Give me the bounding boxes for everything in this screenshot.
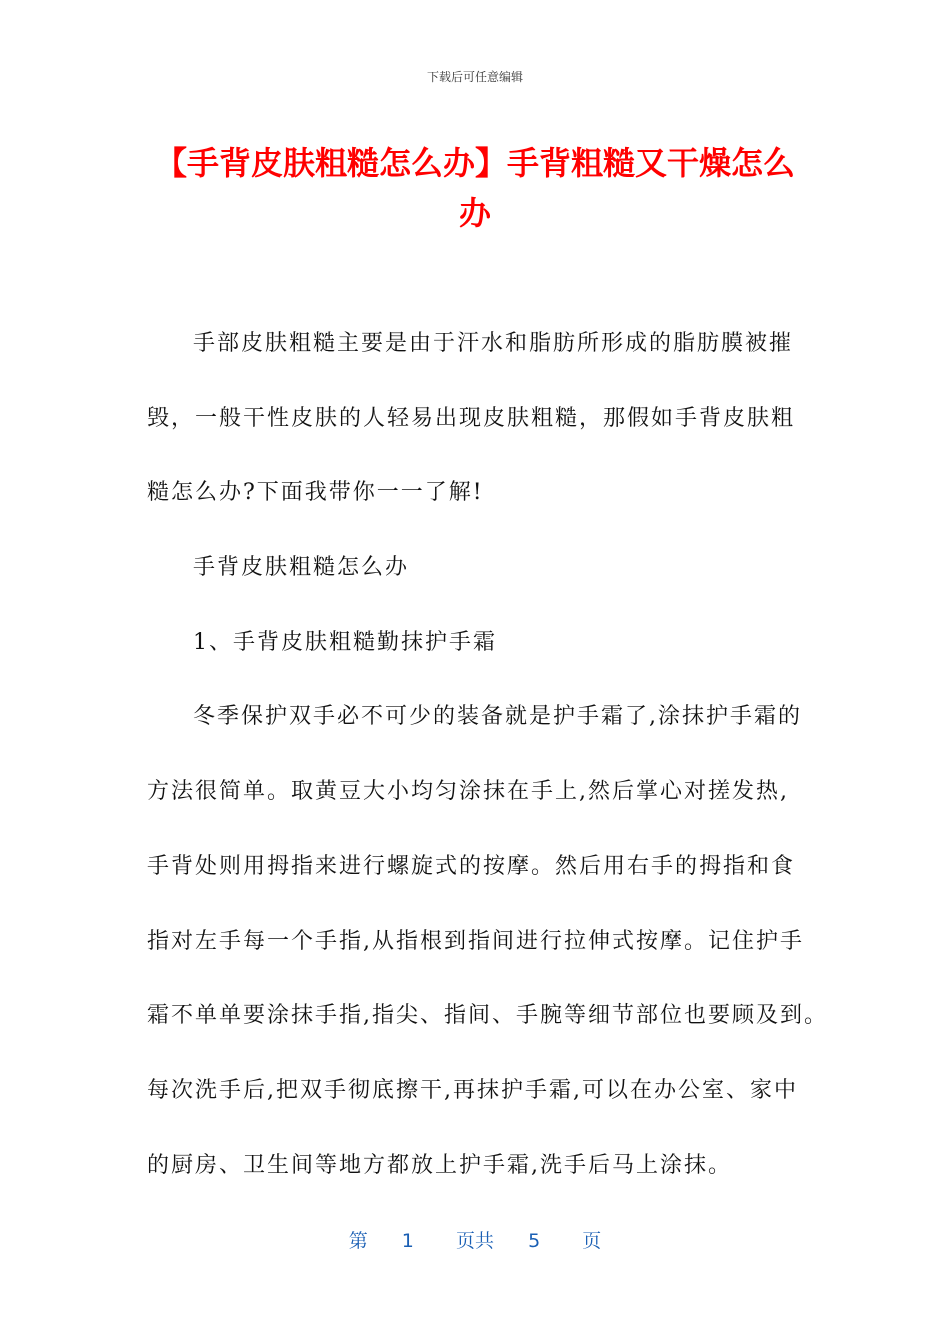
footer-suffix: 页 bbox=[582, 1230, 602, 1252]
paragraph-line: 毁，一般干性皮肤的人轻易出现皮肤粗糙，那假如手背皮肤粗 bbox=[147, 405, 796, 431]
footer-page-number: 1 bbox=[401, 1230, 414, 1252]
paragraph-line: 每次洗手后,把双手彻底擦干,再抹护手霜,可以在办公室、家中 bbox=[147, 1077, 798, 1103]
footer-total-pages: 5 bbox=[528, 1230, 541, 1252]
document-body bbox=[147, 322, 828, 1218]
footer-middle: 页共 bbox=[455, 1230, 494, 1252]
paragraph-line: 的厨房、卫生间等地方都放上护手霜,洗手后马上涂抹。 bbox=[147, 1152, 732, 1178]
page-footer bbox=[0, 1226, 950, 1253]
paragraph-line: 手背处则用拇指来进行螺旋式的按摩。然后用右手的拇指和食 bbox=[147, 853, 796, 879]
paragraph-line: 霜不单单要涂抹手指,指尖、指间、手腕等细节部位也要顾及到。 bbox=[147, 1003, 828, 1029]
paragraph-line: 冬季保护双手必不可少的装备就是护手霜了,涂抹护手霜的 bbox=[193, 704, 802, 730]
paragraph-line: 手部皮肤粗糙主要是由于汗水和脂肪所形成的脂肪膜被摧 bbox=[193, 331, 794, 356]
header-note: 下载后可任意编辑 bbox=[426, 70, 523, 84]
paragraph-line: 方法很简单。取黄豆大小均匀涂抹在手上,然后掌心对搓发热, bbox=[147, 779, 789, 805]
paragraph-line: 糙怎么办?下面我带你一一了解! bbox=[147, 480, 484, 506]
document-title: 【手背皮肤粗糙怎么办】手背粗糙又干燥怎么办 bbox=[154, 144, 795, 232]
footer-prefix: 第 bbox=[348, 1230, 368, 1252]
paragraph-line: 指对左手每一个手指,从指根到指间进行拉伸式按摩。记住护手 bbox=[147, 928, 804, 954]
subsection-heading: 1、手背皮肤粗糙勤抹护手霜 bbox=[193, 629, 497, 655]
section-heading: 手背皮肤粗糙怎么办 bbox=[193, 555, 410, 581]
